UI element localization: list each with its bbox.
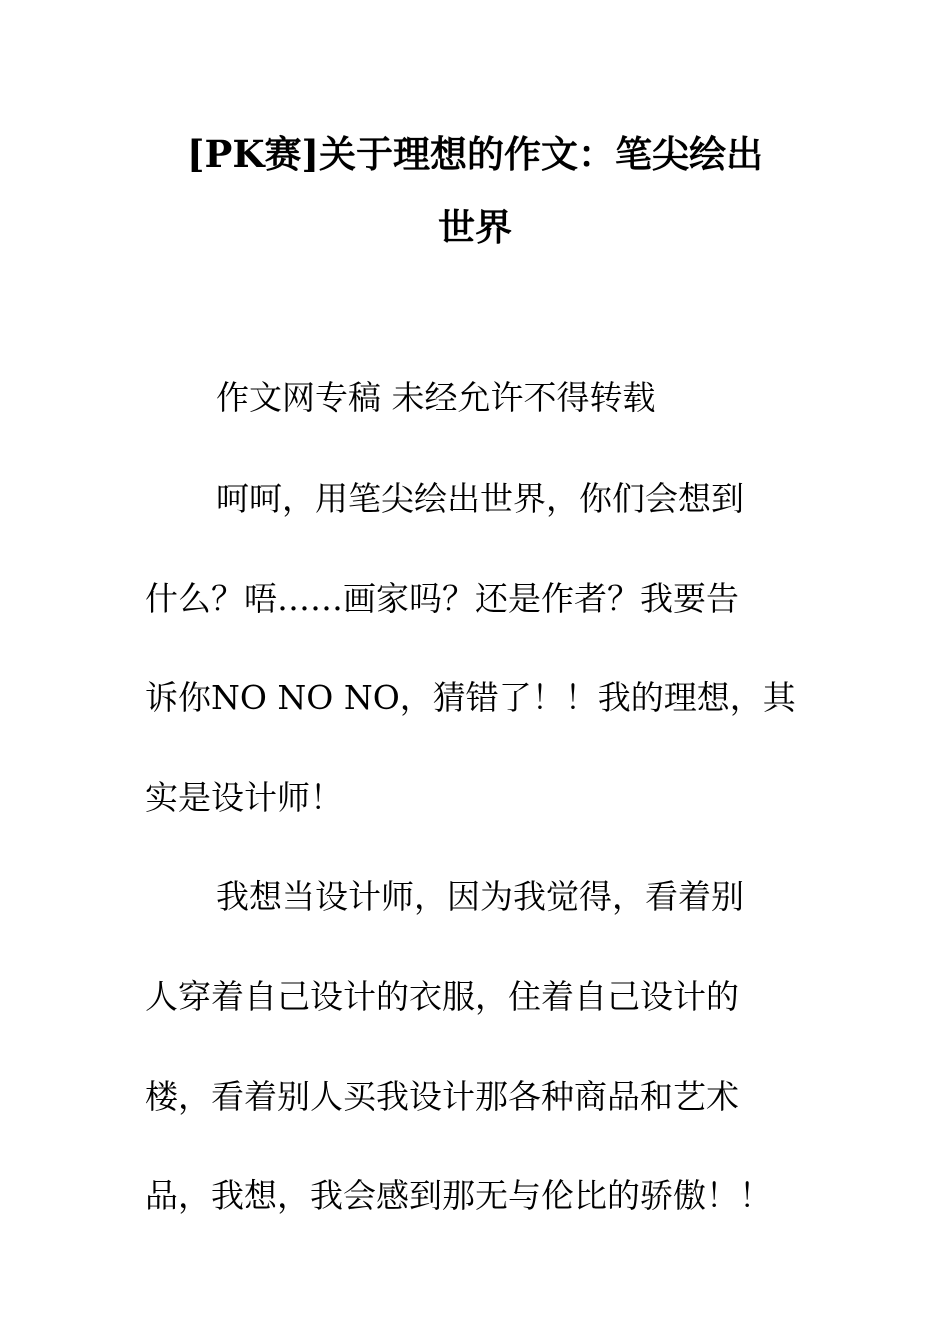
- body-line-3: 什么？唔……画家吗？还是作者？我要告: [145, 579, 739, 618]
- body-line-9: 品，我想，我会感到那无与伦比的骄傲！！: [145, 1176, 772, 1215]
- body-line-2: 呵呵，用笔尖绘出世界，你们会想到: [216, 479, 744, 518]
- body-line-1: 作文网专稿 未经允许不得转载: [216, 378, 656, 417]
- document-title-line-1: [PK赛]关于理想的作文：笔尖绘出: [187, 132, 763, 176]
- body-line-8: 楼，看着别人买我设计那各种商品和艺术: [145, 1077, 739, 1116]
- body-line-6: 我想当设计师，因为我觉得，看着别: [216, 877, 744, 916]
- body-line-4: 诉你NO NO NO，猜错了！！我的理想，其: [145, 678, 796, 717]
- document-title-line-2: 世界: [438, 205, 512, 249]
- body-line-5: 实是设计师！: [145, 778, 343, 817]
- body-line-7: 人穿着自己设计的衣服，住着自己设计的: [145, 977, 739, 1016]
